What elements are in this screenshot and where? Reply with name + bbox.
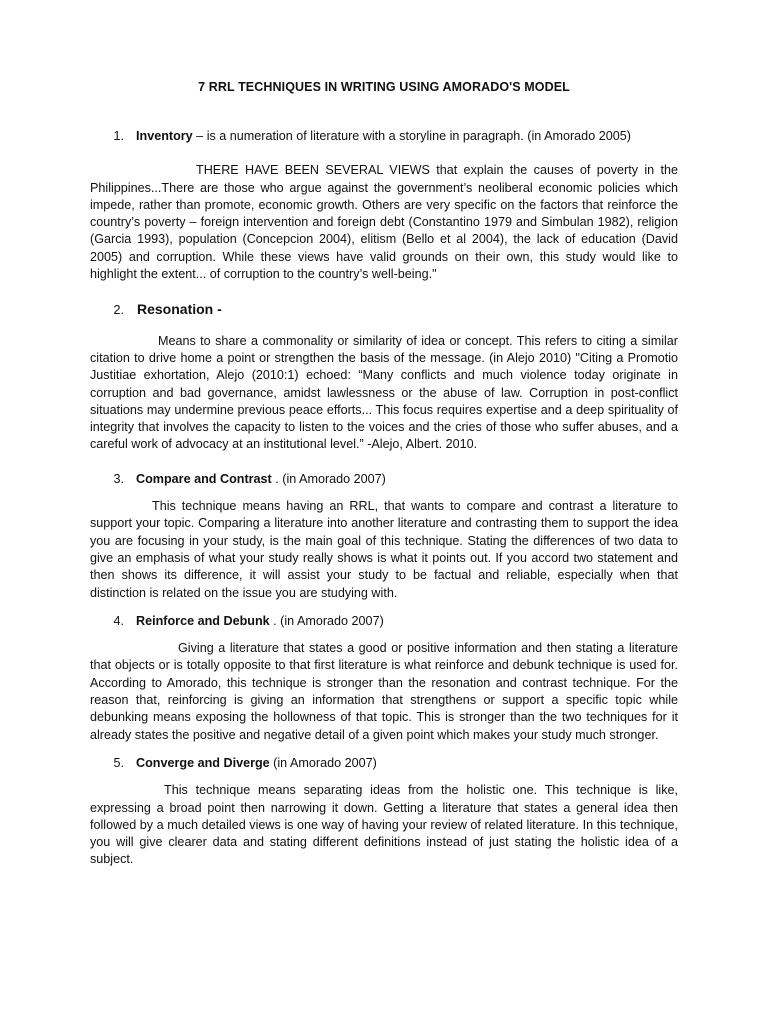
section-2-heading	[90, 301, 678, 319]
section-3-heading	[90, 471, 678, 488]
section-intro: . (in Amorado 2007)	[271, 471, 386, 486]
section-intro: (in Amorado 2007)	[269, 755, 377, 770]
section-heading: Reinforce and Debunk	[136, 613, 270, 628]
section-heading: Converge and Diverge	[136, 755, 270, 770]
section-intro: – is a numeration of literature with a storyline in paragraph. (in Amorado 2005)	[192, 129, 631, 143]
section-intro: . (in Amorado 2007)	[269, 613, 384, 628]
document-title: 7 RRL TECHNIQUES IN WRITING USING AMORADO'S MODEL	[198, 80, 570, 94]
section-3-body: This technique means having an RRL, that wants to compare and contrast a literature to support your topic. Comparing a literature into another literature and contrasting them to support the idea you are focusing in your study, is the main goal of this technique. Stating the differences of two data to give an emphasis of what your study really shows is what it points out. If you accord two statement and then shows its difference, it will assist your study to be factual and reliable, especially when that distinction is related on the issue you are studying with.	[90, 499, 678, 600]
section-heading: Inventory	[136, 129, 193, 143]
section-1-heading	[90, 128, 678, 145]
section-4-heading	[90, 613, 678, 630]
section-number: 3.	[113, 471, 124, 486]
section-4-body: Giving a literature that states a good or positive information and then stating a literature that objects or is totally opposite to that first literature is what reinforce and debunk technique is used for. According to Amorado, this technique is stronger than the resonation and contrast technique. For the reason that, reinforcing is giving an information that strengthens or support a specific topic while debunking means exposing the hollowness of that topic. This is stronger than the two techniques for it already states the positive and negative detail of a given point which makes your study much stronger.	[90, 641, 678, 742]
document-page	[90, 70, 678, 869]
section-number: 2.	[113, 303, 124, 318]
section-number: 1.	[113, 129, 124, 143]
section-5-heading	[90, 755, 678, 772]
section-1-body: THERE HAVE BEEN SEVERAL VIEWS that explain the causes of poverty in the Philippines...There are those who argue against the government’s neoliberal economic policies which impede, rather than promote, economic growth. Others are very specific on the factors that reinforce the country’s poverty – foreign intervention and foreign debt (Constantino 1979 and Simbulan 1982), religion (Garcia 1993), population (Concepcion 2004), elitism (Bello et al 2004), the lack of education (David 2005) and corruption. While these views have valid grounds on their own, this study would like to highlight the extent... of corruption to the country’s well-being."	[90, 163, 678, 282]
section-number: 4.	[113, 613, 124, 628]
section-number: 5.	[113, 755, 124, 770]
section-5-body: This technique means separating ideas from the holistic one. This technique is like, expressing a broad point then narrowing it down. Getting a literature that states a general idea then followed by a much detailed views is one way of having your review of related literature. In this technique, you will give clearer data and stating different definitions instead of just stating the holistic idea of a subject.	[90, 783, 678, 867]
section-heading: Compare and Contrast	[136, 471, 272, 486]
section-heading: Resonation -	[137, 301, 222, 318]
section-2-body: Means to share a commonality or similarity of idea or concept. This refers to citing a similar citation to drive home a point or strengthen the basis of the message. (in Alejo 2010) "Citing a Promotio Justitiae exhortation, Alejo (2010:1) echoed: “Many conflicts and much violence today originate in corruption and bad governance, amidst lawlessness or the abuse of law. Corruption in post-conflict situations may undermine previous peace efforts... This focus requires expertise and a deep spirituality of integrity that involves the capacity to listen to the voices and the cries of those who suffer abuses, and a careful work of advocacy at an institutional level.” -Alejo, Albert. 2010.	[90, 333, 678, 452]
